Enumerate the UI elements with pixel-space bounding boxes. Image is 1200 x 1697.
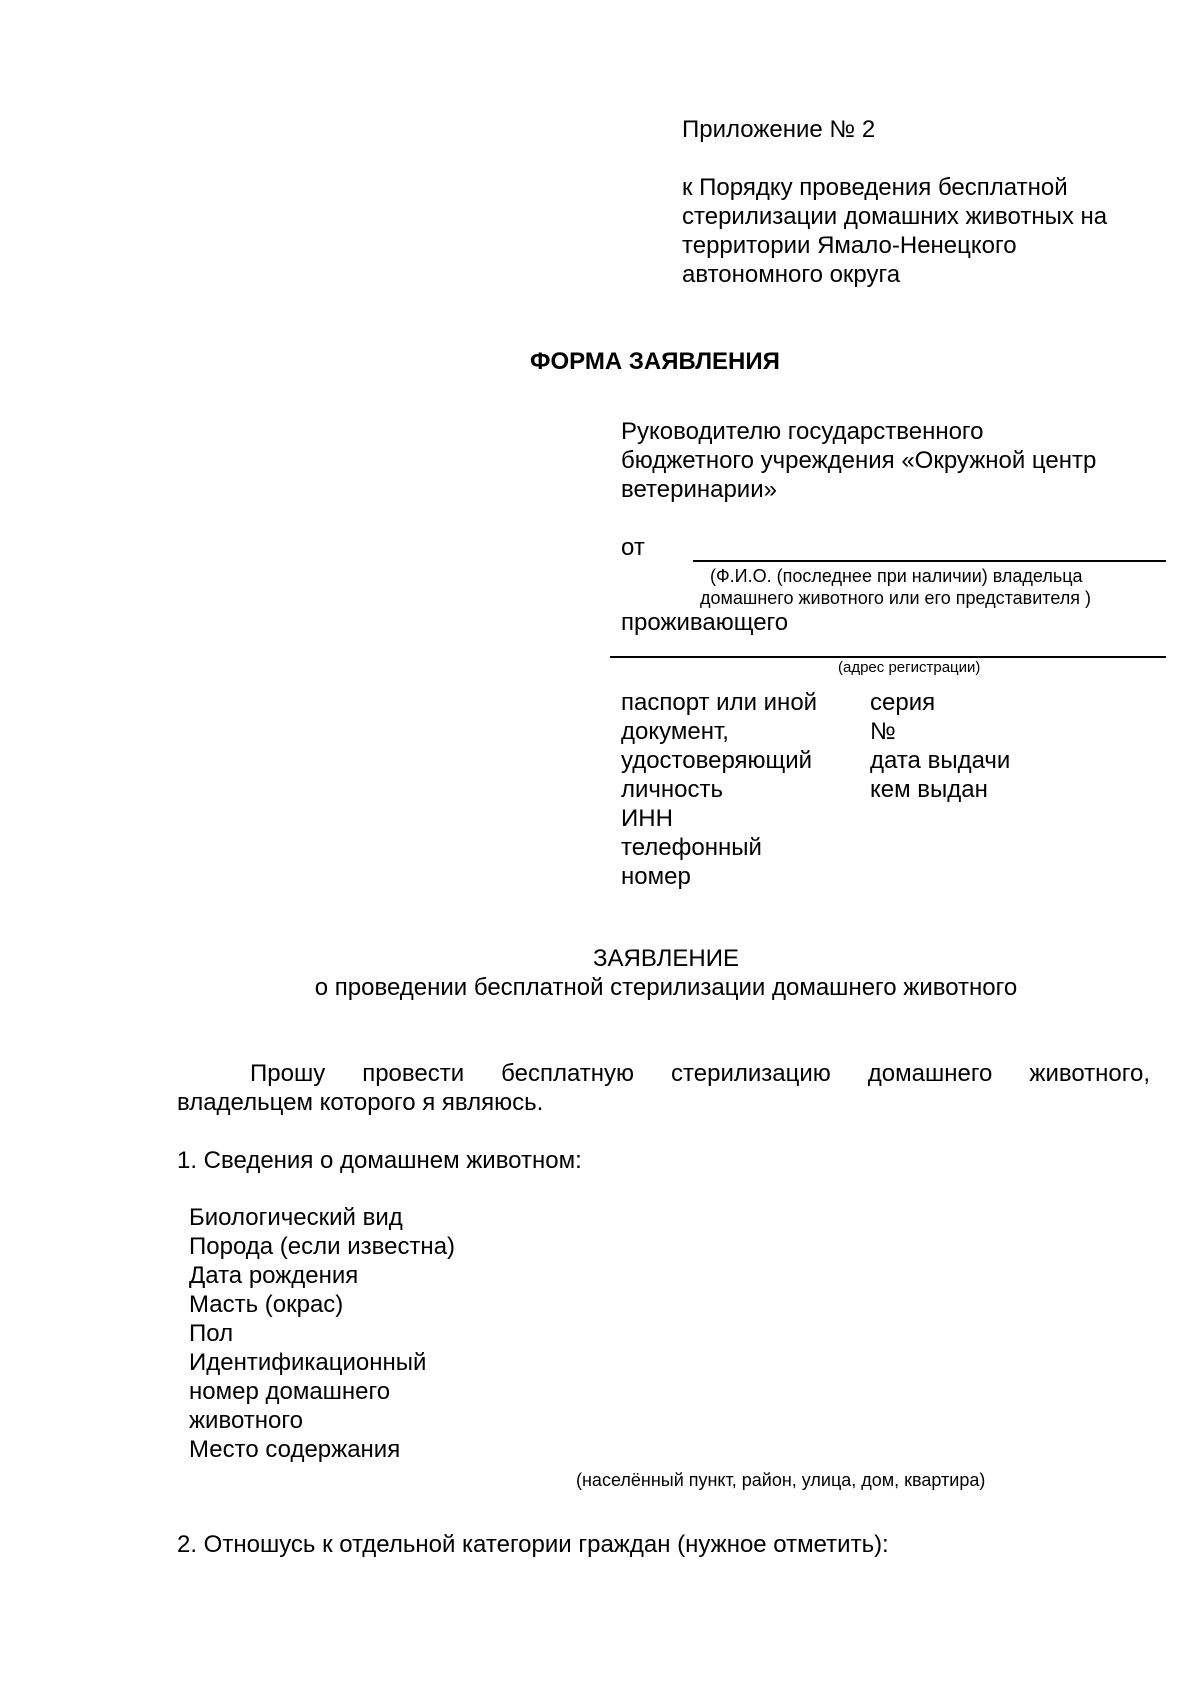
address-input-line[interactable] xyxy=(610,656,1166,658)
passport-issue-date-field: дата выдачи xyxy=(870,747,1011,774)
field-id-number: номер домашнего xyxy=(189,1378,391,1405)
passport-series-field: серия xyxy=(870,689,936,716)
addressee-line: ветеринарии» xyxy=(621,476,777,503)
field-birth-date: Дата рождения xyxy=(189,1262,359,1289)
field-breed: Порода (если известна) xyxy=(189,1233,456,1260)
phone-label-line: телефонный xyxy=(621,834,762,861)
appendix-reference xyxy=(682,173,1107,289)
inn-label: ИНН xyxy=(621,805,673,832)
passport-label-line: удостоверяющий xyxy=(621,747,813,774)
appendix-ref-line: стерилизации домашних животных на xyxy=(682,203,1108,230)
form-title: ФОРМА ЗАЯВЛЕНИЯ xyxy=(530,348,780,375)
fio-input-line[interactable] xyxy=(693,560,1166,562)
request-line-2: владельцем которого я являюсь. xyxy=(177,1089,544,1116)
fio-hint-line: домашнего животного или его представителя ) xyxy=(700,588,1091,608)
appendix-ref-line: территории Ямало-Ненецкого xyxy=(682,232,1017,259)
passport-number-field: № xyxy=(870,718,896,745)
passport-issued-by-field: кем выдан xyxy=(870,776,988,803)
passport-label xyxy=(621,688,817,891)
animal-fields xyxy=(189,1203,455,1464)
addressee-line: Руководителю государственного xyxy=(621,418,984,445)
field-id-number: Идентификационный xyxy=(189,1349,427,1376)
appendix-ref-line: к Порядку проведения бесплатной xyxy=(682,174,1068,201)
field-color: Масть (окрас) xyxy=(189,1291,344,1318)
appendix-ref-line: автономного округа xyxy=(682,261,901,288)
statement-subtitle: о проведении бесплатной стерилизации домашнего животного xyxy=(314,974,1018,1001)
passport-label-line: личность xyxy=(621,776,724,803)
addressee-block xyxy=(621,417,1096,504)
field-location: Место содержания xyxy=(189,1436,401,1463)
location-hint: (населённый пункт, район, улица, дом, квартира) xyxy=(576,1470,986,1490)
passport-label-line: паспорт или иной xyxy=(621,689,818,716)
phone-label-line: номер xyxy=(621,863,691,890)
addressee-line: бюджетного учреждения «Окружной центр xyxy=(621,447,1097,474)
statement-title: ЗАЯВЛЕНИЕ xyxy=(593,945,739,972)
residing-label: проживающего xyxy=(621,609,789,636)
passport-label-line: документ, xyxy=(621,718,729,745)
field-id-number: животного xyxy=(189,1407,303,1434)
section1-heading: 1. Сведения о домашнем животном: xyxy=(177,1147,582,1174)
passport-fields xyxy=(870,688,1010,804)
section2-heading: 2. Отношусь к отдельной категории граждан (нужное отметить): xyxy=(177,1531,889,1558)
address-hint: (адрес регистрации) xyxy=(838,659,981,676)
field-sex: Пол xyxy=(189,1320,234,1347)
request-line-1: Прошу провести бесплатную стерилизацию домашнего животного, xyxy=(250,1060,1150,1087)
fio-hint xyxy=(700,565,1091,609)
fio-hint-line: (Ф.И.О. (последнее при наличии) владельца xyxy=(710,566,1083,586)
field-species: Биологический вид xyxy=(189,1204,403,1231)
from-label: от xyxy=(621,534,645,561)
appendix-title: Приложение № 2 xyxy=(682,116,876,143)
